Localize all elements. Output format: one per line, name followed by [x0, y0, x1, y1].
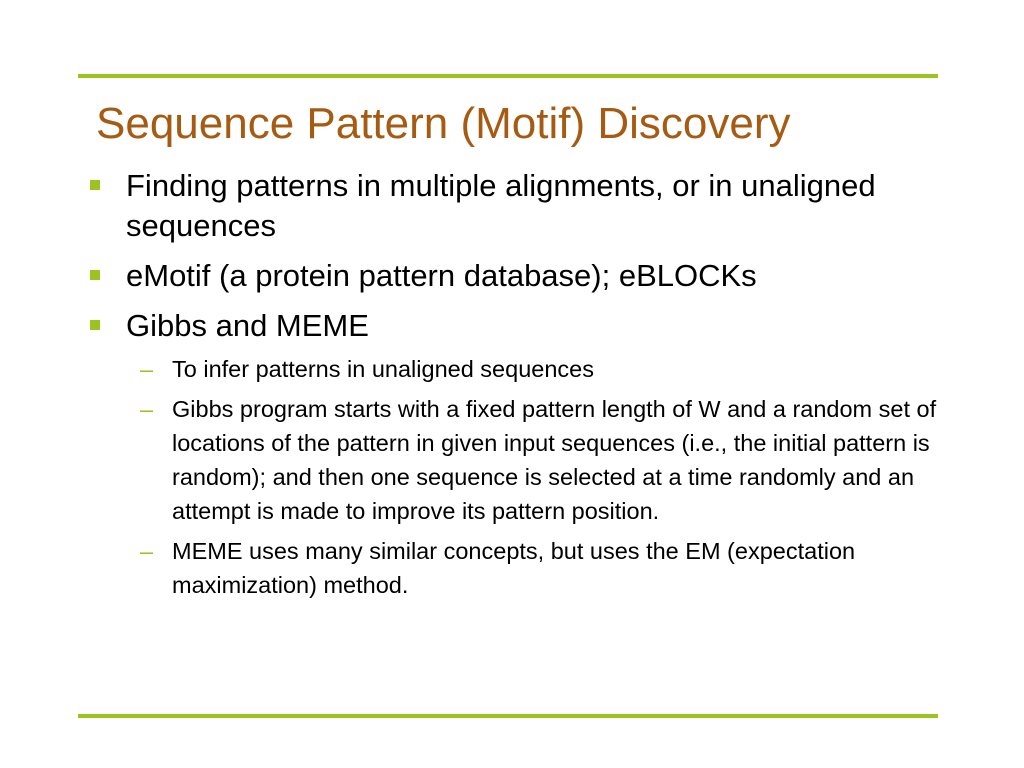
square-bullet-icon [90, 180, 100, 190]
bullet-item-gibbs-meme [88, 306, 948, 602]
square-bullet-icon [90, 320, 100, 330]
sub-bullet-text: MEME uses many similar concepts, but uses the EM (expectation maximization) method. [172, 538, 856, 598]
bullet-list [88, 166, 948, 612]
bullet-text: Finding patterns in multiple alignments, or in unaligned sequences [126, 168, 876, 243]
bullet-text: eMotif (a protein pattern database); eBLOCKs [126, 258, 757, 293]
slide-title: Sequence Pattern (Motif) Discovery [96, 99, 791, 148]
bullet-item-emotif [88, 256, 948, 296]
dash-bullet-icon: – [140, 538, 154, 564]
sub-bullet-item [126, 392, 948, 528]
top-divider [78, 74, 938, 78]
sub-bullet-text: Gibbs program starts with a fixed pattern length of W and a random set of locations of the pattern in given input sequences (i.e., the initial pattern is random); and then one sequence is selected at a time randomly and an attempt is made to improve its pattern position. [172, 396, 937, 524]
dash-bullet-icon: – [140, 396, 154, 422]
sub-bullet-item [126, 352, 948, 386]
sub-bullet-list [126, 352, 948, 602]
bullet-item-finding-patterns [88, 166, 948, 246]
square-bullet-icon [90, 270, 100, 280]
bullet-text: Gibbs and MEME [126, 308, 369, 343]
sub-bullet-item [126, 534, 948, 602]
sub-bullet-text: To infer patterns in unaligned sequences [172, 356, 594, 382]
dash-bullet-icon: – [140, 356, 154, 382]
bottom-divider [78, 714, 938, 718]
